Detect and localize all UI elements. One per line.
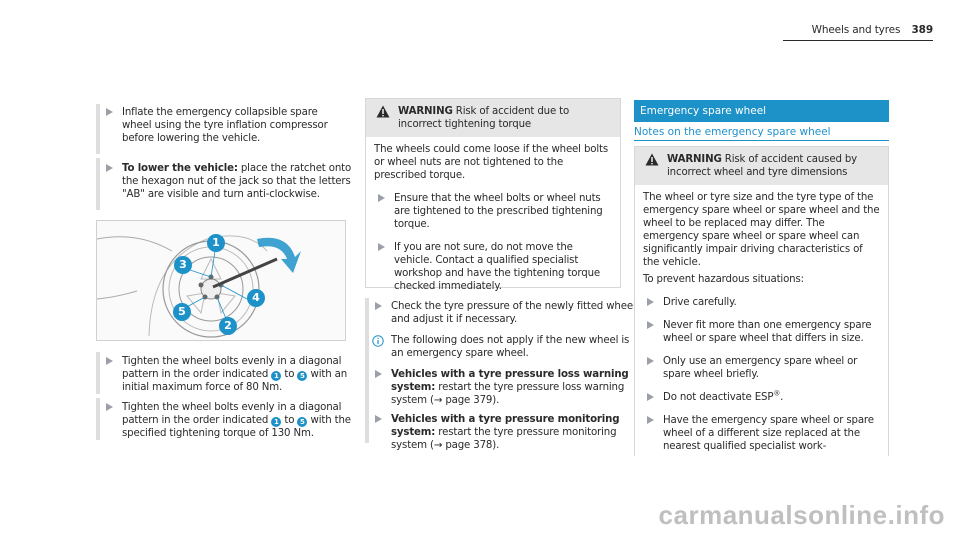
list-item-text: Never fit more than one emergency spare wheel or spare wheel that differs in size. <box>663 320 872 344</box>
step-arrow-icon <box>106 164 113 172</box>
badge-1: 1 <box>271 417 281 427</box>
step-arrow-icon <box>647 321 654 329</box>
step-text: to <box>281 369 298 380</box>
step-text: restart the tyre pressure monitoring system (→ page 378). <box>391 427 617 451</box>
step-arrow-icon <box>106 403 113 411</box>
step-arrow-icon <box>106 108 113 116</box>
step-text: Ensure that the wheel bolts or wheel nuts are tightened to the prescribed tightening torque. <box>394 193 603 230</box>
step-text: place the ratchet onto the hexagon nut of the jack so that the letters "AB" are visible and turn anti-clockwise. <box>122 163 352 200</box>
subsection-title: Notes on the emergency spare wheel <box>634 125 889 141</box>
header-rule <box>783 40 933 41</box>
step-arrow-icon <box>378 194 385 202</box>
watermark: carmanualsonline.info <box>658 500 945 530</box>
step-check-pressure <box>365 300 641 326</box>
figure-badge-5: 5 <box>173 303 191 321</box>
step-text: Check the tyre pressure of the newly fitted wheel and adjust it if necessary. <box>391 301 636 325</box>
step-arrow-icon <box>378 243 385 251</box>
step-text: If you are not sure, do not move the vehicle. Contact a qualified specialist workshop and have the tightening torque checked immediately. <box>394 242 600 292</box>
step-arrow-icon <box>375 415 382 423</box>
step-arrow-icon <box>647 416 654 424</box>
step-text: to <box>281 415 298 426</box>
figure-badge-4: 4 <box>247 289 265 307</box>
badge-1: 1 <box>271 371 281 381</box>
warning-header <box>366 99 620 137</box>
info-icon <box>372 335 384 347</box>
list-item-text: Only use an emergency spare wheel or spare wheel briefly. <box>663 356 858 380</box>
page-number: 389 <box>911 24 933 36</box>
warning-body: The wheel or tyre size and the tyre type of the emergency spare wheel or spare wheel and the wheel to be replaced may differ. The emergency spare wheel or spare wheel can significantly impair driving characteristics of the vehicle. <box>643 192 880 268</box>
step-bold-label: Vehicles with a tyre pressure loss warning system: <box>391 369 629 393</box>
list-item-text: Have the emergency spare wheel or spare wheel of a different size replaced at the nearest qualified specialist work- <box>663 415 874 452</box>
step-text: restart the tyre pressure loss warning system (→ page 379). <box>391 382 625 406</box>
warning-triangle-icon <box>376 105 390 118</box>
warning-label: WARNING <box>667 154 722 165</box>
step-tighten-final <box>96 401 362 440</box>
figure-badge-2: 2 <box>219 317 237 335</box>
step-bold-label: To lower the vehicle: <box>122 163 238 174</box>
step-text: Tighten the wheel bolts evenly in a diagonal pattern in the order indicated <box>122 402 342 426</box>
step-arrow-icon <box>647 298 654 306</box>
step-text: Tighten the wheel bolts evenly in a diagonal pattern in the order indicated <box>122 356 342 380</box>
warning-title: Risk of accident due to incorrect tightening torque <box>398 106 570 130</box>
section-title: Emergency spare wheel <box>634 100 889 122</box>
step-tighten-initial <box>96 355 362 394</box>
header-title: Wheels and tyres <box>811 24 901 36</box>
list-item <box>635 309 888 345</box>
warning-body: The wheels could come loose if the wheel bolts or wheel nuts are not tightened to the prescribed torque. <box>374 144 609 181</box>
warning-step <box>366 182 620 231</box>
step-text: with an initial maximum force of 80 Nm. <box>122 369 348 393</box>
warning-box-spare <box>634 146 889 456</box>
step-restart-monitoring <box>365 413 643 452</box>
running-header <box>783 24 933 37</box>
badge-5: 5 <box>297 417 307 427</box>
step-arrow-icon <box>647 357 654 365</box>
list-item <box>635 404 888 453</box>
info-note <box>370 334 639 360</box>
warning-header <box>635 147 888 185</box>
wheel-figure <box>96 220 346 341</box>
step-lower-vehicle <box>96 162 362 201</box>
warning-box-torque <box>365 98 621 292</box>
warning-triangle-icon <box>645 153 659 166</box>
step-text: with the specified tightening torque of 130 Nm. <box>122 415 351 439</box>
warning-prevent: To prevent hazardous situations: <box>643 274 804 285</box>
step-arrow-icon <box>647 393 654 401</box>
warning-label: WARNING <box>398 106 453 117</box>
list-item-text: . <box>780 392 784 403</box>
step-bold-label: Vehicles with a tyre pressure monitoring system: <box>391 414 620 438</box>
list-item-text: Do not deactivate ESP <box>663 392 774 403</box>
step-arrow-icon <box>106 357 113 365</box>
figure-badge-3: 3 <box>174 256 192 274</box>
warning-title: Risk of accident caused by incorrect wheel and tyre dimensions <box>667 154 858 178</box>
warning-step <box>366 231 620 293</box>
registered-mark: ® <box>773 389 781 398</box>
step-text: Inflate the emergency collapsible spare wheel using the tyre inflation compressor before lowering the vehicle. <box>122 107 328 144</box>
figure-badge-1: 1 <box>207 234 225 252</box>
badge-5: 5 <box>297 371 307 381</box>
list-item <box>635 381 888 404</box>
list-item <box>635 286 888 309</box>
step-arrow-icon <box>375 370 382 378</box>
step-inflate <box>96 106 350 145</box>
note-text: The following does not apply if the new wheel is an emergency spare wheel. <box>391 335 630 359</box>
list-item-text: Drive carefully. <box>663 297 737 308</box>
list-item <box>635 345 888 381</box>
step-restart-loss-warning <box>365 368 643 407</box>
step-arrow-icon <box>375 302 382 310</box>
